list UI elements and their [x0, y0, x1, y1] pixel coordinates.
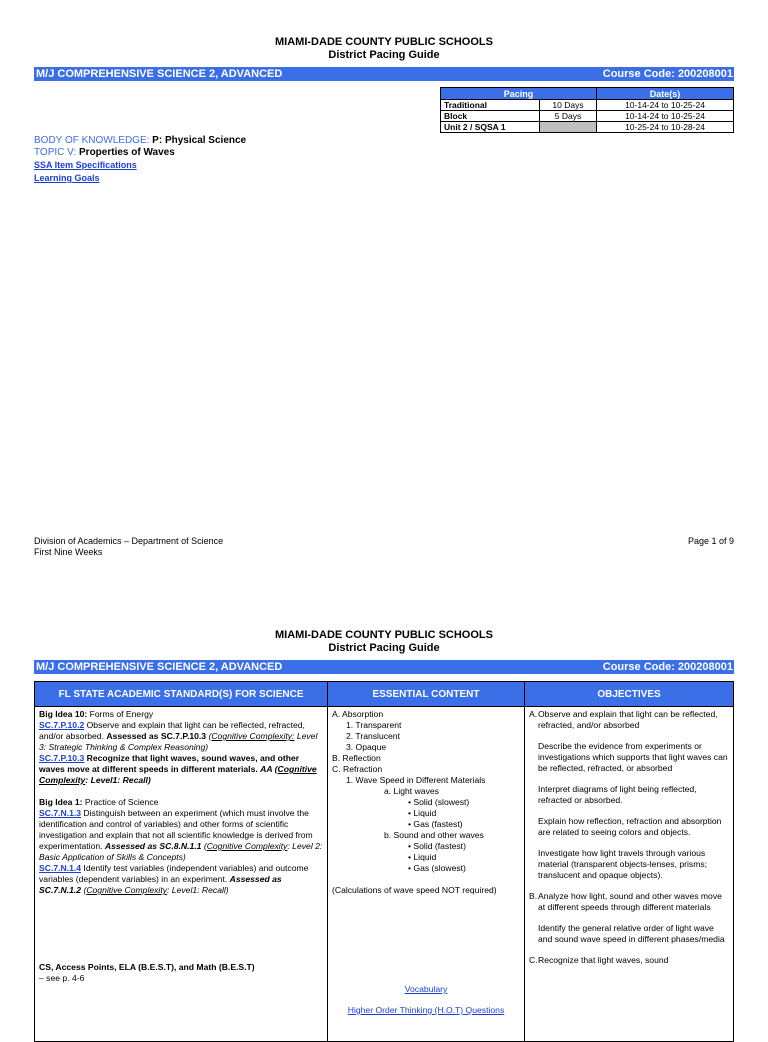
- cs-access-points-title: CS, Access Points, ELA (B.E.S.T), and Math (B.E.S.T): [39, 962, 255, 972]
- dates-header: Date(s): [597, 88, 734, 100]
- course-code: Course Code: 200208001: [602, 661, 733, 673]
- pacing-row: [441, 111, 734, 122]
- objective-key: C.: [529, 955, 538, 965]
- pacing-label: Block: [441, 111, 540, 122]
- page-2: [0, 585, 768, 1024]
- footer-division: Division of Academics – Department of Science: [34, 536, 224, 546]
- essential-content-cell: [328, 707, 525, 1042]
- guide-title: District Pacing Guide: [328, 49, 440, 61]
- pacing-header: Pacing: [441, 88, 597, 100]
- objective-text: Recognize that light waves, sound: [538, 955, 669, 965]
- topic-label: TOPIC V:: [34, 147, 77, 158]
- ssa-item-specs-link[interactable]: SSA Item Specifications: [34, 160, 137, 170]
- pacing-days: [540, 122, 597, 133]
- pacing-row: [441, 100, 734, 111]
- standard-text: Observe and explain that light can be reflected, refracted, and/or absorbed.: [39, 720, 305, 741]
- pacing-dates: 10-14-24 to 10-25-24: [597, 100, 734, 111]
- objective-text: Analyze how light, sound and other waves move at different speeds through different materials: [538, 891, 722, 912]
- objective-text: Explain how reflection, refraction and absorption are related to seeing colors and objects.: [538, 816, 722, 837]
- course-name: M/J COMPREHENSIVE SCIENCE 2, ADVANCED: [36, 68, 283, 80]
- content-item: a. Light waves: [384, 786, 439, 796]
- big-idea-1: Big Idea 1:: [39, 797, 83, 807]
- pacing-dates: 10-25-24 to 10-28-24: [597, 122, 734, 133]
- content-item: 2. Translucent: [346, 731, 400, 741]
- course-name: M/J COMPREHENSIVE SCIENCE 2, ADVANCED: [36, 661, 283, 673]
- content-item: • Liquid: [408, 852, 437, 862]
- cc-level: : Level1: Recall): [85, 775, 151, 785]
- district-title: MIAMI-DADE COUNTY PUBLIC SCHOOLS: [275, 629, 493, 641]
- objective-text: Describe the evidence from experiments or investigations which supports that light waves can be reflected, refracted, or absorbed: [538, 741, 728, 773]
- pacing-label: Unit 2 / SQSA 1: [441, 122, 540, 133]
- objective-key: B.: [529, 891, 538, 901]
- standards-table: [34, 681, 734, 1042]
- pacing-table: [440, 87, 734, 133]
- big-idea-1-text: Practice of Science: [82, 797, 159, 807]
- cognitive-complexity: Cognitive Complexity: [206, 841, 288, 851]
- objective-key: A.: [529, 709, 538, 719]
- calc-note: (Calculations of wave speed NOT required): [332, 885, 497, 895]
- content-item: • Liquid: [408, 808, 437, 818]
- footer-left: [34, 536, 223, 558]
- content-item: • Gas (slowest): [408, 863, 466, 873]
- footer-period: First Nine Weeks: [34, 547, 103, 557]
- standard-text: Recognize that light waves, sound waves, and other waves move at different speeds in different materials.: [39, 753, 300, 774]
- page-number: Page 1 of 9: [687, 536, 734, 546]
- content-item: • Gas (fastest): [408, 819, 463, 829]
- aa-label: AA (: [260, 764, 278, 774]
- objective-text: Identify the general relative order of light wave and sound wave speed in different phases/media: [538, 923, 725, 944]
- cognitive-complexity: (Cognitive Complexity:: [208, 731, 295, 741]
- objectives-cell: [525, 707, 734, 1042]
- content-item: b. Sound and other waves: [384, 830, 484, 840]
- pacing-days: 5 Days: [540, 111, 597, 122]
- content-item: 1. Transparent: [346, 720, 402, 730]
- content-item: A. Absorption: [332, 709, 384, 719]
- content-item: B. Reflection: [332, 753, 381, 763]
- assessed-as: Assessed as SC.8.N.1.1: [104, 841, 202, 851]
- district-title: MIAMI-DADE COUNTY PUBLIC SCHOOLS: [275, 36, 493, 48]
- pacing-row: [441, 122, 734, 133]
- course-code: Course Code: 200208001: [602, 68, 733, 80]
- content-item: 3. Opaque: [346, 742, 387, 752]
- content-item: C. Refraction: [332, 764, 383, 774]
- standard-link-sc7p103[interactable]: SC.7.P.10.3: [39, 753, 85, 763]
- pacing-label: Traditional: [441, 100, 540, 111]
- cc-level: : Level1: Recall): [167, 885, 229, 895]
- col-essential-header: ESSENTIAL CONTENT: [328, 682, 525, 707]
- bok-label: BODY OF KNOWLEDGE:: [34, 135, 150, 146]
- cc-level: : Level 2: Basic Application of Skills & Concepts): [39, 841, 323, 862]
- assessed-as: Assessed as SC.7.P.10.3: [106, 731, 207, 741]
- objective-text: Interpret diagrams of light being reflected, refracted or absorbed.: [538, 784, 697, 805]
- cs-see-pages: – see p. 4-6: [39, 973, 85, 983]
- hot-questions-link[interactable]: Higher Order Thinking (H.O.T) Questions: [347, 1005, 505, 1015]
- col-standards-header: FL STATE ACADEMIC STANDARD(S) FOR SCIENCE: [35, 682, 328, 707]
- col-objectives-header: OBJECTIVES: [525, 682, 734, 707]
- standards-cell: Big Idea 10: Forms of Energy SC.7.P.10.2 Observe and explain that light can be reflected, refracted, and/or absorbed. Assessed as SC.7.P.10.3 (Cognitive Complexity: Level 3: Strategic Thinking & Complex Reasoning) SC.7.P.10.3 Recognize that light waves, sound waves, and other waves move at different speeds in different materials. AA (Cognitive Complexity: Level1: Recall) Big Idea 1: Practice of Science SC.7.N.1.3 Distinguish between an experiment (which must involve the identification and control of variables) and other forms of scientific investigation and explain that not all scientific knowledge is derived from experimentation. Assessed as SC.8.N.1.1 (Cognitive Complexity: Level 2: Basic Application of Skills & Concepts) SC.7.N.1.4 Identify test variables (independent variables) and outcome variables (dependent variables) in an experiment. Assessed as SC.7.N.1.2 (Cognitive Complexity: Level1: Recall) CS, Access Points, ELA (B.E.S.T), and Math (B.E.S.T) – see p. 4-6: [35, 707, 328, 1042]
- content-item: 1. Wave Speed in Different Materials: [346, 775, 486, 785]
- standard-text: Distinguish between an experiment (which must involve the identification and control of variables) and other forms of scientific investigation and explain that not all scientific knowledge is derived from experimentation.: [39, 808, 313, 851]
- standard-link-sc7n14[interactable]: SC.7.N.1.4: [39, 863, 82, 873]
- guide-title: District Pacing Guide: [328, 642, 440, 654]
- pacing-days: 10 Days: [540, 100, 597, 111]
- cognitive-complexity: Cognitive Complexity: [86, 885, 168, 895]
- standard-text: Identify test variables (independent variables) and outcome variables (dependent variables) in an experiment.: [39, 863, 309, 884]
- body-of-knowledge: [34, 135, 246, 185]
- standard-link-sc7n13[interactable]: SC.7.N.1.3: [39, 808, 82, 818]
- content-item: • Solid (fastest): [408, 841, 466, 851]
- assessed-as: Assessed as SC.7.N.1.2: [39, 874, 282, 895]
- cognitive-complexity: Cognitive Complexity: [39, 764, 317, 785]
- objective-text: Investigate how light travels through various material (transparent objects-lenses, prisms; translucent and opaque objects).: [538, 848, 708, 880]
- course-banner: [34, 67, 734, 81]
- bok-value: P: Physical Science: [152, 135, 247, 146]
- objective-text: Observe and explain that light can be reflected, refracted, and/or absorbed: [538, 709, 718, 730]
- big-idea-10: Big Idea 10:: [39, 709, 88, 719]
- learning-goals-link[interactable]: Learning Goals: [34, 173, 100, 183]
- vocabulary-link[interactable]: Vocabulary: [404, 984, 448, 994]
- standard-link-sc7p102[interactable]: SC.7.P.10.2: [39, 720, 85, 730]
- cc-level: Level 3: Strategic Thinking & Complex Reasoning): [39, 731, 318, 752]
- content-item: • Solid (slowest): [408, 797, 470, 807]
- pacing-dates: 10-14-24 to 10-25-24: [597, 111, 734, 122]
- big-idea-10-text: Forms of Energy: [87, 709, 154, 719]
- topic-value: Properties of Waves: [79, 147, 175, 158]
- course-banner: [34, 660, 734, 674]
